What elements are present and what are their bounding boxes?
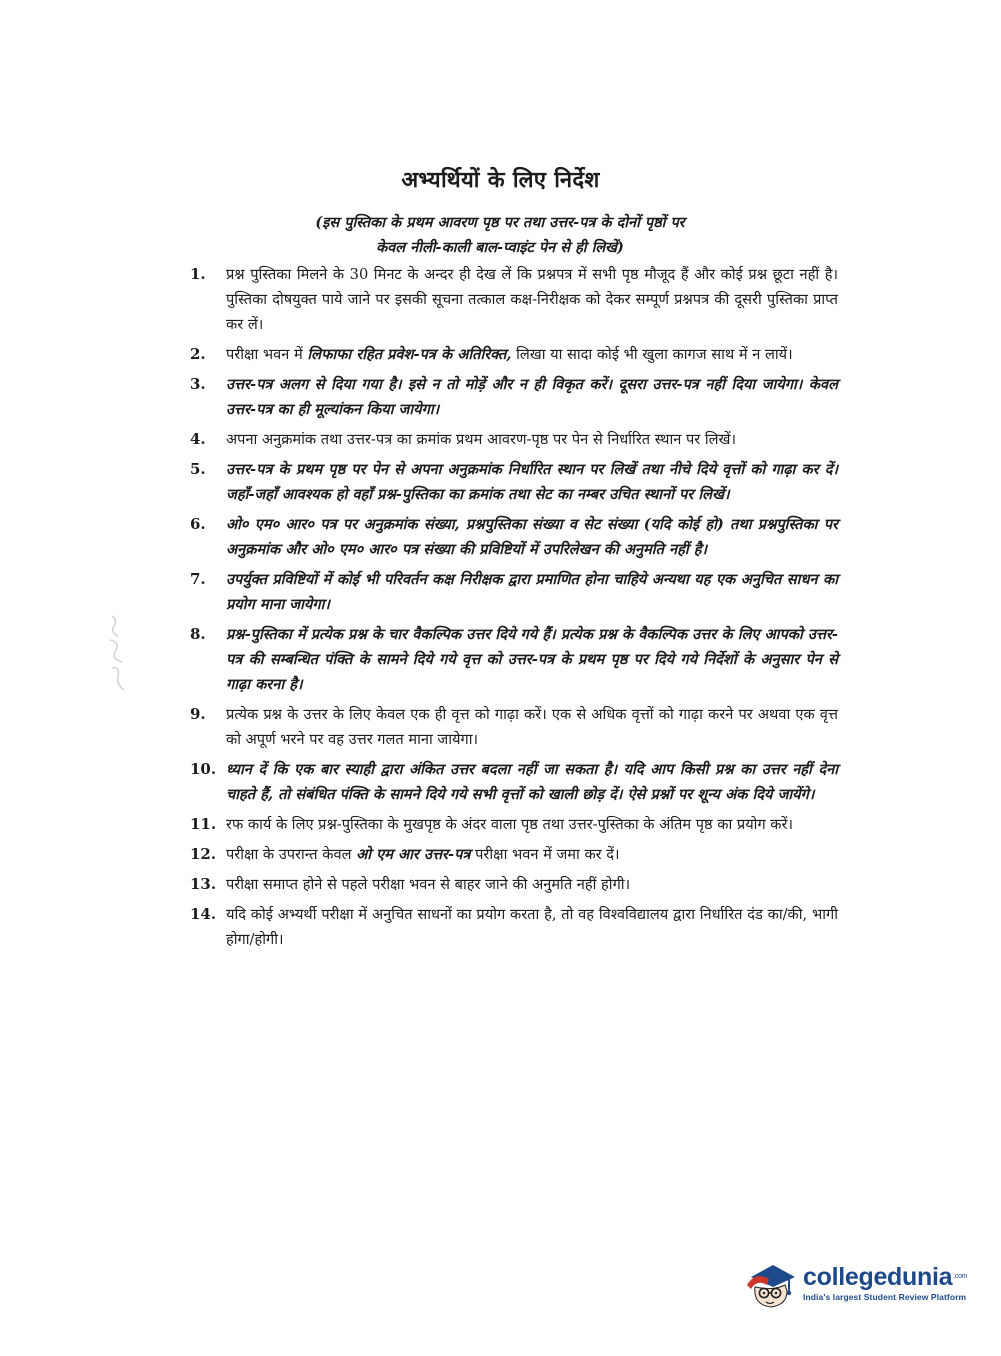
instruction-text-part: लिखा या सादा कोई भी खुला कागज साथ में न लायें। <box>511 346 793 363</box>
instruction-item-3 <box>190 372 838 422</box>
logo-wordmark <box>803 1263 967 1291</box>
page-subtitle <box>180 210 820 260</box>
instruction-text-emphasis: लिफाफा रहित प्रवेश-पत्र के अतिरिक्त, <box>307 346 512 363</box>
instruction-item-13 <box>190 872 838 897</box>
instruction-number: 8. <box>190 625 206 643</box>
instruction-number: 1. <box>190 265 206 283</box>
instruction-item-4 <box>190 427 838 452</box>
instruction-text: ओ० एम० आर० पत्र पर अनुक्रमांक संख्या, प्रश्नपुस्तिका संख्या व सेट संख्या (यदि कोई हो) तथा प्रश्नपुस्तिका पर अनुक्रमांक और ओ० एम० आर० पत्र संख्या की प्रविष्टियों में उपरिलेखन की अनुमति नहीं है। <box>226 516 838 558</box>
logo-text-block <box>803 1263 967 1303</box>
instruction-text: प्रश्न पुस्तिका मिलने के 30 मिनट के अन्दर ही देख लें कि प्रश्नपत्र में सभी पृष्ठ मौजूद हैं और कोई प्रश्न छूटा नहीं है। पुस्तिका दोषयुक्त पाये जाने पर इसकी सूचना तत्काल कक्ष-निरीक्षक को देकर सम्पूर्ण प्रश्नपत्र की दूसरी पुस्तिका प्राप्त कर लें। <box>226 266 838 333</box>
instruction-number: 9. <box>190 705 206 723</box>
logo-name: collegedunia <box>803 1263 953 1291</box>
instruction-number: 3. <box>190 375 206 393</box>
instruction-item-11 <box>190 812 838 837</box>
instruction-number: 7. <box>190 570 206 588</box>
instruction-text: प्रश्न-पुस्तिका में प्रत्येक प्रश्न के चार वैकल्पिक उत्तर दिये गये हैं। प्रत्येक प्रश्न के वैकल्पिक उत्तर के लिए आपको उत्तर-पत्र की सम्बन्धित पंक्ति के सामने दिये गये वृत्त को उत्तर-पत्र के प्रथम पृष्ठ पर दिये गये निर्देशों के अनुसार पेन से गाढ़ा करना है। <box>226 626 838 693</box>
instruction-text: ध्यान दें कि एक बार स्याही द्वारा अंकित उत्तर बदला नहीं जा सकता है। यदि आप किसी प्रश्न का उत्तर नहीं देना चाहते हैं, तो संबंधित पंक्ति के सामने दिये गये सभी वृत्तों को खाली छोड़ दें। ऐसे प्रश्नों पर शून्य अंक दिये जायेंगे। <box>226 761 838 803</box>
instruction-item-14 <box>190 902 838 952</box>
instruction-number: 11. <box>190 815 217 833</box>
instruction-item-8 <box>190 622 838 697</box>
instruction-item-7 <box>190 567 838 617</box>
instruction-item-10 <box>190 757 838 807</box>
instruction-text: प्रत्येक प्रश्न के उत्तर के लिए केवल एक ही वृत्त को गाढ़ा करें। एक से अधिक वृत्तों को गाढ़ा करने पर अथवा एक वृत्त को अपूर्ण भरने पर वह उत्तर गलत माना जायेगा। <box>226 706 838 748</box>
instruction-number: 10. <box>190 760 217 778</box>
instruction-text-emphasis: ओ एम आर उत्तर-पत्र <box>356 846 471 863</box>
instruction-text: परीक्षा समाप्त होने से पहले परीक्षा भवन से बाहर जाने की अनुमति नहीं होगी। <box>226 876 631 893</box>
instruction-text <box>226 342 838 367</box>
instruction-text: उत्तर-पत्र अलग से दिया गया है। इसे न तो मोड़ें और न ही विकृत करें। दूसरा उत्तर-पत्र नहीं दिया जायेगा। केवल उत्तर-पत्र का ही मूल्यांकन किया जायेगा। <box>226 376 838 418</box>
page-title: अभ्यर्थियों के लिए निर्देश <box>401 167 600 193</box>
instruction-item-2 <box>190 342 838 367</box>
instruction-text: रफ कार्य के लिए प्रश्न-पुस्तिका के मुखपृष्ठ के अंदर वाला पृष्ठ तथा उत्तर-पुस्तिका के अंतिम पृष्ठ का प्रयोग करें। <box>226 816 794 833</box>
instruction-item-12 <box>190 842 838 867</box>
margin-smudge-mark <box>104 610 132 700</box>
instruction-number: 4. <box>190 430 206 448</box>
instruction-text: उपर्युक्त प्रविष्टियों में कोई भी परिवर्तन कक्ष निरीक्षक द्वारा प्रमाणित होना चाहिये अन्यथा यह एक अनुचित साधन का प्रयोग माना जायेगा। <box>226 571 838 613</box>
instruction-item-9 <box>190 702 838 752</box>
instructions-list <box>190 262 838 957</box>
instruction-text-part: परीक्षा भवन में जमा कर दें। <box>470 846 620 863</box>
instruction-item-1 <box>190 262 838 337</box>
collegedunia-logo <box>743 1253 973 1313</box>
instruction-number: 2. <box>190 345 206 363</box>
instruction-text: उत्तर-पत्र के प्रथम पृष्ठ पर पेन से अपना अनुक्रमांक निर्धारित स्थान पर लिखें तथा नीचे दिये वृत्तों को गाढ़ा कर दें। जहाँ-जहाँ आवश्यक हो वहाँ प्रश्न-पुस्तिका का क्रमांक तथा सेट का नम्बर उचित स्थानों पर लिखें। <box>226 461 838 503</box>
instruction-number: 13. <box>190 875 217 893</box>
instruction-number: 12. <box>190 845 217 863</box>
subtitle-line-2: केवल नीली-काली बाल-प्वाइंट पेन से ही लिखें) <box>376 239 624 256</box>
instruction-number: 14. <box>190 905 217 923</box>
instruction-text: अपना अनुक्रमांक तथा उत्तर-पत्र का क्रमांक प्रथम आवरण-पृष्ठ पर पेन से निर्धारित स्थान पर लिखें। <box>226 431 737 448</box>
instruction-number: 6. <box>190 515 206 533</box>
instruction-text: यदि कोई अभ्यर्थी परीक्षा में अनुचित साधनों का प्रयोग करता है, तो वह विश्वविद्यालय द्वारा निर्धारित दंड का/की, भागी होगा/होगी। <box>226 906 838 948</box>
logo-domain-suffix: .com <box>953 1273 968 1280</box>
student-mascot-icon <box>743 1255 799 1311</box>
logo-tagline: India's largest Student Review Platform <box>803 1292 967 1302</box>
instruction-text-part: परीक्षा के उपरान्त केवल <box>226 846 357 863</box>
instruction-item-6 <box>190 512 838 562</box>
instruction-number: 5. <box>190 460 206 478</box>
subtitle-line-1: (इस पुस्तिका के प्रथम आवरण पृष्ठ पर तथा उत्तर-पत्र के दोनों पृष्ठों पर <box>315 214 685 231</box>
instruction-text <box>226 842 838 867</box>
instruction-item-5 <box>190 457 838 507</box>
instruction-text-part: परीक्षा भवन में <box>226 346 308 363</box>
